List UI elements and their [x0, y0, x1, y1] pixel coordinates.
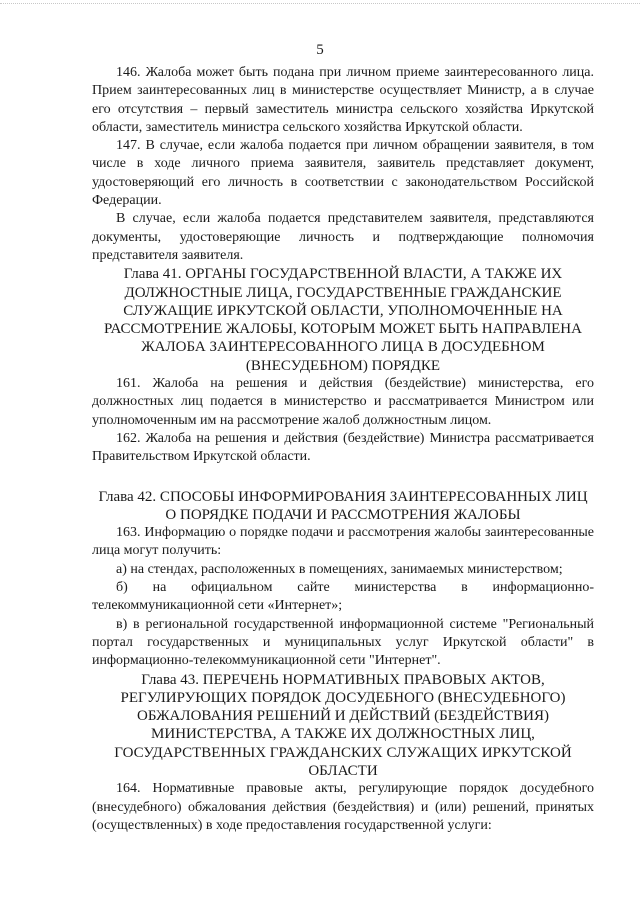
paragraph-164: 164. Нормативные правовые акты, регулирующие порядок досудебного (внесудебного) обжалования действия (бездействия) и (или) решений, принятых (осуществленных) в ходе предоставления государственной услуги:	[92, 781, 594, 833]
list-item-c: в) в региональной государственной информационной системе "Региональный портал государственных и муниципальных услуг Иркутской области" в информационно-телекоммуникационной сети "Интернет".	[92, 616, 594, 669]
paragraph-146: 146. Жалоба может быть подана при личном приеме заинтересованного лица. Прием заинтересованных лиц в министерстве осуществляет Министр, а в случае его отсутствия – первый заместитель министра сельского хозяйства Иркутской области, заместитель министра сельского хозяйства Иркутской области.	[92, 65, 594, 135]
paragraph-163: 163. Информацию о порядке подачи и рассмотрения жалобы заинтересованные лица могут получить:	[92, 525, 594, 559]
paragraph-162: 162. Жалоба на решения и действия (бездействие) Министра рассматривается Правительством Иркутской области.	[92, 430, 594, 465]
document-body	[92, 64, 594, 835]
chapter-43-heading: Глава 43. ПЕРЕЧЕНЬ НОРМАТИВНЫХ ПРАВОВЫХ АКТОВ, РЕГУЛИРУЮЩИХ ПОРЯДОК ДОСУДЕБНОГО (ВНЕСУДЕБНОГО) ОБЖАЛОВАНИЯ РЕШЕНИЙ И ДЕЙСТВИЙ (БЕЗДЕЙСТВИЯ) МИНИСТЕРСТВА, А ТАКЖЕ ИХ ДОЛЖНОСТНЫХ ЛИЦ, ГОСУДАРСТВЕННЫХ ГРАЖДАНСКИХ СЛУЖАЩИХ ИРКУТСКОЙ ОБЛАСТИ	[114, 671, 572, 779]
list-item-a: а) на стендах, расположенных в помещениях, занимаемых министерством;	[116, 561, 563, 577]
paragraph-representative: В случае, если жалоба подается представителем заявителя, представляются документы, удостоверяющие личность и подтверждающие полномочия представителя заявителя.	[92, 211, 594, 263]
chapter-41-heading: Глава 41. ОРГАНЫ ГОСУДАРСТВЕННОЙ ВЛАСТИ, А ТАКЖЕ ИХ ДОЛЖНОСТНЫЕ ЛИЦА, ГОСУДАРСТВЕННЫЕ ГРАЖДАНСКИЕ СЛУЖАЩИЕ ИРКУТСКОЙ ОБЛАСТИ, УПОЛНОМОЧЕННЫЕ НА РАССМОТРЕНИЕ ЖАЛОБЫ, КОТОРЫМ МОЖЕТ БЫТЬ НАПРАВЛЕНА ЖАЛОБА ЗАИНТЕРЕСОВАННОГО ЛИЦА В ДОСУДЕБНОМ (ВНЕСУДЕБНОМ) ПОРЯДКЕ	[104, 266, 582, 374]
page-number: 5	[316, 42, 324, 58]
paragraph-147: 147. В случае, если жалоба подается при личном обращении заявителя, в том числе в ходе личного приема заявителя, заявитель представляет документ, удостоверяющий его личность в соответствии с законодательством Российской Федерации.	[92, 138, 594, 209]
section-spacer	[92, 467, 594, 488]
scan-top-edge	[0, 3, 640, 4]
chapter-42-heading: Глава 42. СПОСОБЫ ИНФОРМИРОВАНИЯ ЗАИНТЕРЕСОВАННЫХ ЛИЦ О ПОРЯДКЕ ПОДАЧИ И РАССМОТРЕНИЯ ЖАЛОБЫ	[98, 488, 588, 523]
paragraph-161: 161. Жалоба на решения и действия (бездействие) министерства, его должностных лиц подается в министерство и рассматривается Министром или уполномоченным им на рассмотрение жалоб должностным лицом.	[92, 376, 594, 428]
list-item-b: б) на официальном сайте министерства в информационно-телекоммуникационной сети «Интернет»;	[92, 580, 594, 614]
